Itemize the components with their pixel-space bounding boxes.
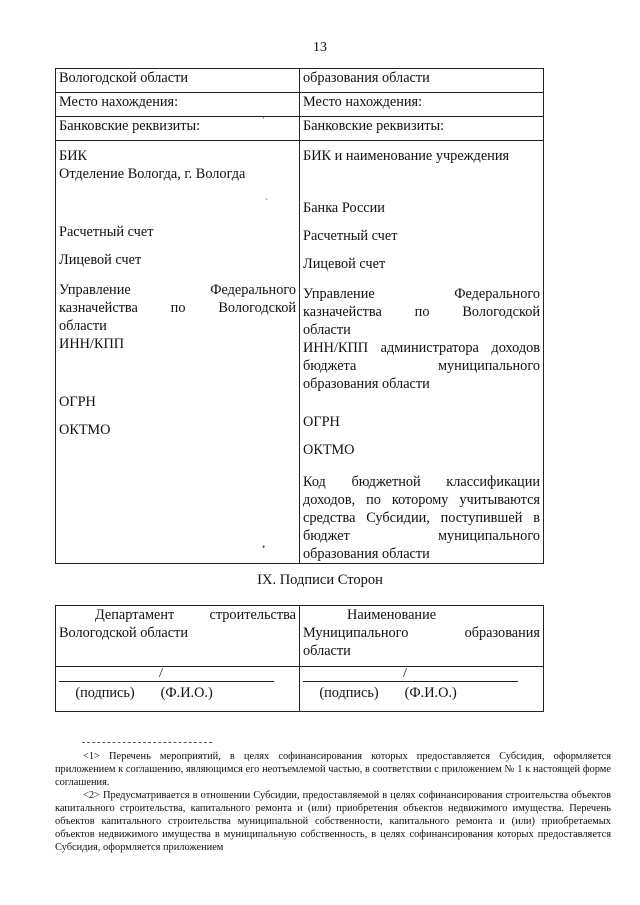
left-inn-kpp: ИНН/КПП — [59, 336, 125, 352]
left-party-line2: Вологодской области — [59, 625, 189, 641]
right-kbk-line2: доходов, по которому учитываются — [303, 492, 540, 508]
left-treasury-line3: области — [59, 318, 107, 334]
left-personal-account: Лицевой счет — [59, 252, 142, 268]
right-name-caption: (Ф.И.О.) — [404, 685, 457, 701]
right-signature-cell — [300, 667, 544, 712]
right-bank-details-label: Банковские реквизиты: — [300, 117, 544, 141]
right-ogrn: ОГРН — [303, 414, 340, 430]
left-party-line1: Департамент строительства — [95, 607, 296, 623]
right-treasury-line3: области — [303, 322, 351, 338]
scan-mark: ` — [265, 197, 268, 207]
signatures-section-title: IX. Подписи Сторон — [257, 572, 383, 588]
right-inn-line3: образования области — [303, 376, 430, 392]
right-bik: БИК и наименование учреждения — [303, 148, 510, 164]
right-oktmo: ОКТМО — [303, 442, 355, 458]
left-name-caption: (Ф.И.О.) — [160, 685, 213, 701]
right-inn-line2: бюджета муниципального — [303, 358, 540, 374]
right-location-label: Место нахождения: — [300, 93, 544, 117]
left-branch: Отделение Вологда, г. Вологда — [59, 166, 246, 182]
right-party-cell — [300, 606, 544, 667]
signatures-table — [55, 605, 544, 712]
left-ogrn: ОГРН — [59, 394, 96, 410]
left-sign-caption: (подпись) — [75, 685, 135, 701]
right-party-line3: области — [303, 643, 351, 659]
left-region-cell: Вологодской области — [56, 69, 300, 93]
left-treasury-line2: казначейства по Вологодской — [59, 300, 296, 316]
left-location-label: Место нахождения: — [56, 93, 300, 117]
requisites-table — [55, 68, 544, 564]
right-kbk-line5: образования области — [303, 546, 430, 562]
right-treasury-line1: Управление Федерального — [303, 286, 540, 302]
left-oktmo: ОКТМО — [59, 422, 111, 438]
left-account: Расчетный счет — [59, 224, 154, 240]
right-sign-caption: (подпись) — [319, 685, 379, 701]
right-party-line2: Муниципального образования — [303, 625, 540, 641]
right-kbk-line1: Код бюджетной классификации — [303, 474, 540, 490]
right-signature-line: / — [303, 667, 518, 682]
left-party-cell — [56, 606, 300, 667]
left-treasury-line1: Управление Федерального — [59, 282, 296, 298]
right-account: Расчетный счет — [303, 228, 398, 244]
footnote-divider — [82, 742, 212, 743]
footnotes — [55, 750, 611, 854]
right-kbk-line4: бюджет муниципального — [303, 528, 540, 544]
right-requisites-cell — [300, 141, 544, 564]
right-kbk-line3: средства Субсидии, поступившей в — [303, 510, 540, 526]
scan-mark: · — [262, 113, 265, 123]
footnote-2: <2> Предусматривается в отношении Субсидии, предоставляемой в целях софинансирования строительства объектов капитального строительства, капитального ремонта и (или) приобретения объектов недвижимого имущества. Перечень объектов капитального строительства муниципальной собственности, капитального ремонта и (или) приобретаемых объектов недвижимого имущества в муниципальную собственность, в целях софинансирования которых предоставляется Субсидия, оформляется приложением — [55, 790, 611, 853]
left-bank-details-label: Банковские реквизиты: — [56, 117, 300, 141]
left-signature-line: / — [59, 667, 274, 682]
page-number: 13 — [313, 40, 327, 55]
right-party-line1: Наименование — [347, 607, 437, 623]
footnote-1: <1> Перечень мероприятий, в целях софинансирования которых предоставляется Субсидия, оформляется приложением к соглашению, являющимся его неотъемлемой частью, в соответствии с приложением № 1 к настоящей форме соглашения. — [55, 751, 611, 788]
left-signature-cell — [56, 667, 300, 712]
right-treasury-line2: казначейства по Вологодской — [303, 304, 540, 320]
left-bik: БИК — [59, 148, 88, 164]
right-inn-line1: ИНН/КПП администратора доходов — [303, 340, 540, 356]
right-region-cell: образования области — [300, 69, 544, 93]
left-requisites-cell — [56, 141, 300, 564]
right-personal-account: Лицевой счет — [303, 256, 386, 272]
scan-mark: • — [262, 542, 266, 552]
right-bank: Банка России — [303, 200, 385, 216]
